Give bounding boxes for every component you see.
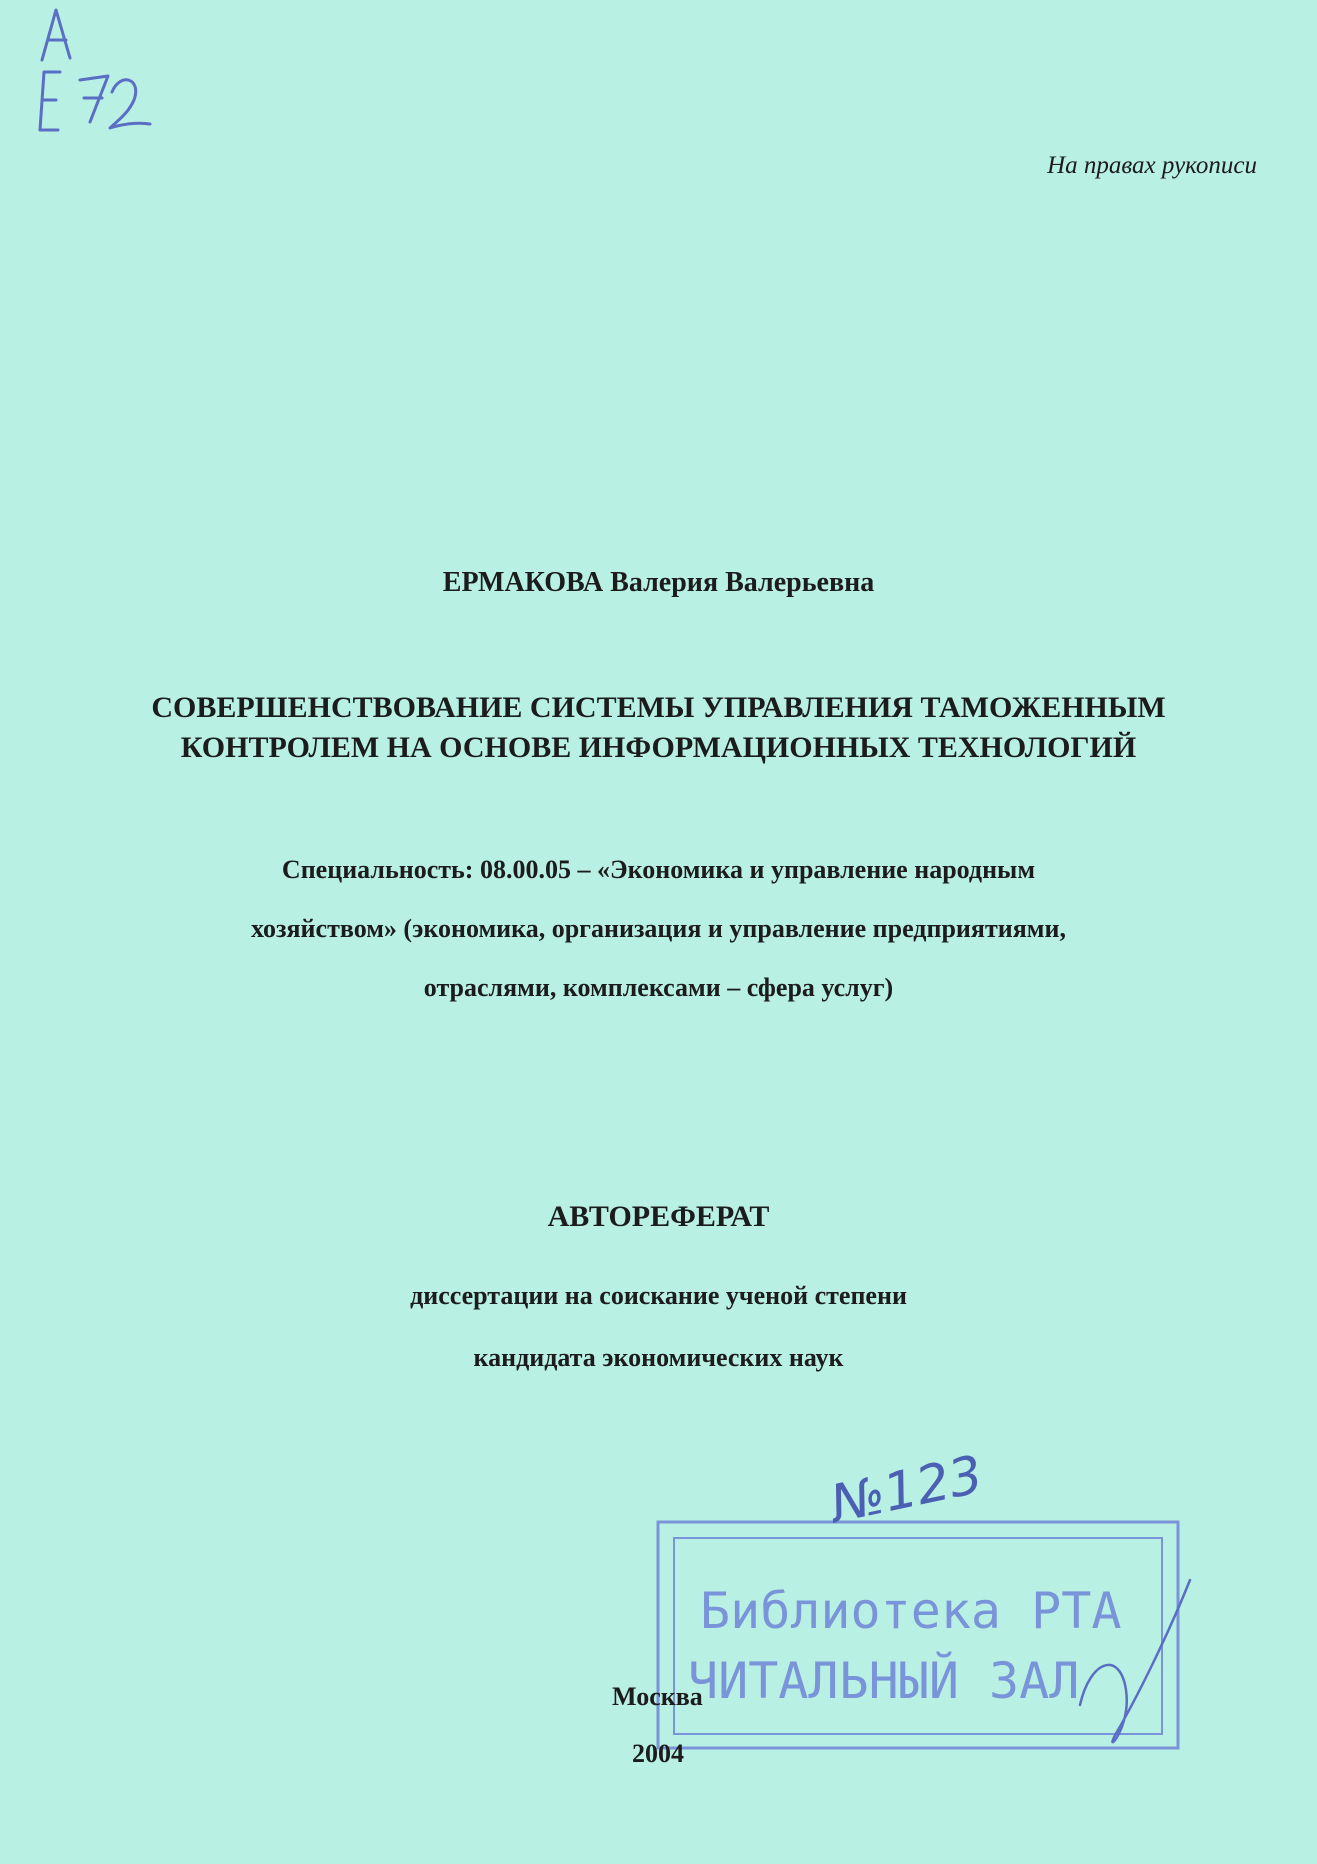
title-line: СОВЕРШЕНСТВОВАНИЕ СИСТЕМЫ УПРАВЛЕНИЯ ТАМОЖЕННЫМ xyxy=(151,691,1166,724)
stamp-number: №123 xyxy=(825,1444,988,1536)
year: 2004 xyxy=(632,1739,684,1768)
specialty-line: Специальность: 08.00.05 – «Экономика и управление народным xyxy=(281,855,1036,884)
handwritten-catalog-mark xyxy=(30,0,180,160)
author-name: ЕРМАКОВА Валерия Валерьевна xyxy=(442,567,875,598)
degree-block xyxy=(0,1265,1317,1389)
title-line: КОНТРОЛЕМ НА ОСНОВЕ ИНФОРМАЦИОННЫХ ТЕХНОЛОГИЙ xyxy=(180,731,1137,764)
manuscript-note: На правах рукописи xyxy=(1047,152,1257,179)
specialty-line: отраслями, комплексами – сфера услуг) xyxy=(423,973,894,1002)
stamp-reading-room: ЧИТАЛЬНЫЙ ЗАЛ xyxy=(688,1652,1080,1710)
specialty-block xyxy=(0,840,1317,1017)
stamp-library-name: Библиотека РТА xyxy=(700,1582,1122,1640)
dissertation-title xyxy=(0,688,1317,768)
city: Москва xyxy=(612,1682,703,1711)
degree-line: диссертации на соискание ученой степени xyxy=(410,1281,907,1310)
degree-line: кандидата экономических наук xyxy=(473,1343,844,1372)
document-type: АВТОРЕФЕРАТ xyxy=(547,1200,770,1233)
specialty-line: хозяйством» (экономика, организация и управление предприятиями, xyxy=(251,914,1066,943)
